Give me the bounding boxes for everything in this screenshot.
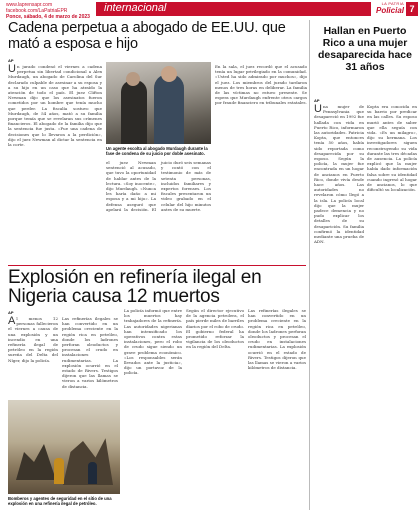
story3-dropcap: A — [8, 316, 16, 327]
story1-column-1 — [8, 64, 102, 264]
story2-headline: Hallan en Puerto Rico a una mujer desaparecida hace 31 años — [318, 25, 412, 73]
story1-col1-text: n jurado condenó el viernes a cadena perpetua sin libertad condicional a Alex Murdaugh, un abogado de Carolina del Sur declarado culpable de asesinar a su esposa y a su hijo en un caso que ha atraído la atención de todo el país. El juez Clifton Newman dijo que los asesinatos fueron cometidos por un hombre que tenía mucho que perder. La fiscalía sostuvo que Murdaugh, de 54 años, mató a su familia porque temía que se revelaran sus crímenes financieros. El abogado de la familia dijo que la sentencia fue justa. «Fue una cadena de decisiones que lo llevaron a la perdición», dijo el juez Newman al dictar la sentencia en la corte. — [8, 64, 102, 148]
story1-column-3: En la sala, el juez recordó que el acusado tenía un lugar privilegiado en la comunidad. «Usted ha sido admirado por muchos», dijo el juez. Los miembros del jurado tardaron menos de tres horas en deliberar. La familia de las víctimas no estuvo presente. Se espera que Murdaugh enfrente otros cargos por fraude financiero en tribunales estatales. — [215, 64, 307, 106]
story2-col1-text: na mujer de Pennsylvania que desapareció en 1992 fue hallada con vida en Puerto Rico, informaron las autoridades. Patricia Kopta, que entonces tenía 50 años, había sido reportada como desaparecida por su esposo. Según la policía, la mujer fue encontrada en un hogar de ancianos en Puerto Rico, donde vivía desde hace años. Las autoridades no revelaron cómo llegó a la isla. La policía local dijo que la mujer padece demencia y no pudo explicar los detalles de su desaparición. Su familia confirmó la identidad mediante una prueba de ADN. — [314, 104, 364, 245]
section-label: internacional — [104, 2, 167, 14]
story3-photo — [8, 400, 120, 494]
photo2-ruin-left — [16, 440, 56, 480]
story1-dropcap: U — [8, 64, 16, 75]
photo2-person-2 — [88, 462, 97, 484]
brand-big: Policial — [375, 6, 404, 15]
photo1-figure-left — [121, 80, 147, 144]
story1-photo — [106, 62, 211, 144]
story1-photo-caption: Un agente escolta al abogado Murdaugh durante la fase de condena de su juicio por doble asesinato. — [106, 146, 208, 156]
photo1-head-left — [126, 72, 140, 86]
site-social[interactable]: facebook.com/LaPatriaEPR — [6, 8, 68, 14]
photo1-figure-right — [154, 74, 184, 144]
story1-headline: Cadena perpetua a abogado de EE.UU. que mató a esposa e hijo — [8, 20, 286, 52]
story2-column-2: Kopta era conocida en su barrio por predicar en las calles. Su esposo murió antes de saber que ella seguía con vida. «Es un milagro», dijo su hermana. Los investigadores siguen reconstruyendo su vida durante las tres décadas de ausencia. La policía explicó que la mujer había dado información falsa sobre su identidad cuando ingresó al hogar de ancianos, lo que dificultó su localización. — [367, 104, 417, 193]
story3-byline: AP — [8, 310, 14, 315]
story3-column-3: La policía informó que entre los muertos hay trabajadores de la refinería. Las autoridades nigerianas han intensificado los operativos contra estas instalaciones, pero el robo de crudo sigue siendo un grave problema económico. «Los responsables serán llevados ante la justicia», dijo un portavoz de la policía. — [124, 308, 182, 376]
photo2-person-1 — [54, 458, 64, 484]
brand-small: LA PATRIA — [381, 1, 404, 6]
story3-col1-text: l menos 12 personas fallecieron el viernes a causa de una explosión y un incendio en una refinería ilegal de petróleo en la región sureña del Delta del Níger, dijo la policía. — [8, 316, 58, 363]
story3-photo-caption: Bomberos y agentes de seguridad en el sitio de una explosión en una refinería ilegal de petróleo. — [8, 496, 112, 506]
site-info — [6, 2, 96, 20]
story2-dropcap: U — [314, 104, 322, 115]
story2-column-1 — [314, 104, 364, 514]
story1-byline: AP — [8, 58, 14, 63]
story1-column-2: el juez Newman sentenció al acusado, que tuvo la oportunidad de hablar antes de la lectura. «Soy inocente», dijo Murdaugh. «Nunca les haría daño a mi esposa y a mi hijo». La defensa aseguró que apelará la decisión. El juicio duró seis semanas y contó con el testimonio de más de setenta personas, incluidos familiares y expertos forenses. Los fiscales presentaron un video grabado en el celular del hijo minutos antes de su muerte. — [106, 160, 211, 212]
column-divider — [309, 20, 310, 510]
site-url[interactable]: www.laprensapr.com — [6, 2, 53, 8]
section-band — [96, 2, 371, 16]
issue-date: Ponce, sábado, 4 de marzo de 2023 — [6, 14, 90, 20]
story3-column-5: Las refinerías ilegales se han convertido en un problema creciente en la región rica en petróleo, donde los ladrones perforan oleoductos y procesan el crudo en instalaciones rudimentarias. La explosión ocurrió en el estado de Rivers. Testigos dijeron que las llamas se vieron a varios kilómetros de distancia. — [248, 308, 306, 371]
story3-column-1 — [8, 316, 58, 396]
photo1-head-right — [161, 66, 177, 82]
story2-byline: AP — [314, 98, 320, 103]
story-separator — [8, 265, 306, 266]
story3-headline: Explosión en refinería ilegal en Nigeria causa 12 muertos — [8, 267, 262, 307]
brand-logo — [374, 1, 404, 15]
page-number: 7 — [406, 2, 418, 16]
story3-column-2: Las refinerías ilegales se han convertido en un problema creciente en la región rica en petróleo, donde los ladrones perforan oleoductos y procesan el crudo en instalaciones rudimentarias. La explosión ocurrió en el estado de Rivers. Testigos dijeron que las llamas se vieron a varios kilómetros de distancia. — [62, 316, 118, 389]
story3-column-4: Según el director ejecutivo de la agencia petrolera, el país pierde miles de barriles diarios por el robo de crudo. El gobierno federal ha prometido reforzar la vigilancia de los oleoductos en la región del Delta. — [186, 308, 244, 350]
